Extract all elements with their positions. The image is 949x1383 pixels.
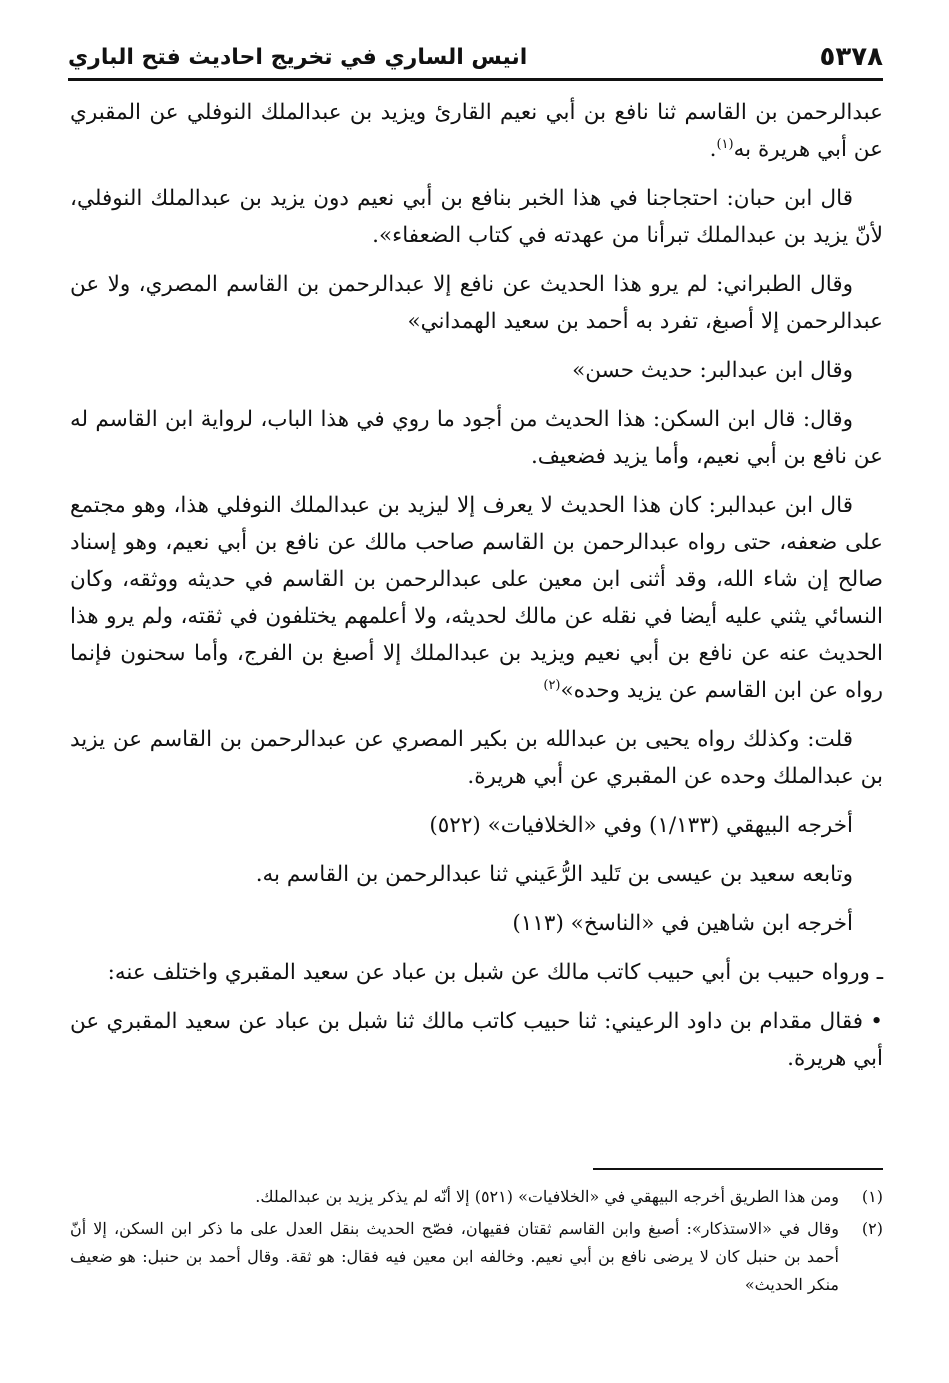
main-text bbox=[70, 94, 883, 1089]
footnote-separator bbox=[593, 1168, 883, 1170]
paragraph-bayhaqi-takhrij: أخرجه البيهقي (١/١٣٣) وفي «الخلافيات» (٥٢٢) bbox=[429, 813, 853, 838]
paragraph-ibn-abdulbarr-1: وقال ابن عبدالبر: حديث حسن» bbox=[572, 358, 853, 383]
paragraph-ibn-shahin-takhrij: أخرجه ابن شاهين في «الناسخ» (١١٣) bbox=[512, 911, 853, 936]
page-number: ٥٣٧٨ bbox=[819, 42, 883, 72]
footnote-text: ومن هذا الطريق أخرجه البيهقي في «الخلافيات» (٥٢١) إلا أنّه لم يذكر يزيد بن عبدالملك. bbox=[255, 1187, 839, 1206]
footnote-ref-1[interactable]: (١) bbox=[716, 136, 734, 152]
footnote-number: (٢) bbox=[861, 1219, 883, 1238]
paragraph-miqdam: • فقال مقدام بن داود الرعيني: ثنا حبيب كاتب مالك ثنا شبل بن عباد عن سعيد المقبري عن أبي هريرة. bbox=[70, 1009, 883, 1071]
footnote-number: (١) bbox=[861, 1187, 883, 1206]
footnote-1 bbox=[70, 1183, 883, 1211]
paragraph-habib-riwaya: ـ ورواه حبيب بن أبي حبيب كاتب مالك عن شبل بن عباد عن سعيد المقبري واختلف عنه: bbox=[107, 960, 883, 985]
paragraph-tabarani: وقال الطبراني: لم يرو هذا الحديث عن نافع إلا عبدالرحمن بن القاسم المصري، ولا عن عبدالرحمن إلا أصبغ، تفرد به أحمد بن سعيد الهمداني» bbox=[70, 272, 883, 334]
footnote-ref-2[interactable]: (٢) bbox=[543, 677, 561, 693]
paragraph-ibn-hibban: قال ابن حبان: احتجاجنا في هذا الخبر بنافع بن أبي نعيم دون يزيد بن عبدالملك النوفلي، لأنّ يزيد بن عبدالملك تبرأنا من عهدته في كتاب الضعفاء». bbox=[70, 186, 883, 248]
footnote-2 bbox=[70, 1215, 883, 1299]
paragraph-mutabaa: وتابعه سعيد بن عيسى بن تَليد الرُّعَيني ثنا عبدالرحمن بن القاسم به. bbox=[255, 862, 853, 887]
paragraph-isnad: عبدالرحمن بن القاسم ثنا نافع بن أبي نعيم القارئ ويزيد بن عبدالملك النوفلي عن المقبري عن أبي هريرة به$^{(١)}$. bbox=[70, 100, 883, 162]
paragraph-ibn-abdulbarr-2: قال ابن عبدالبر: كان هذا الحديث لا يعرف إلا ليزيد بن عبدالملك النوفلي هذا، وهو مجتمع على ضعفه، حتى رواه عبدالرحمن بن القاسم صاحب مالك عن نافع بن أبي نعيم، وهو إسناد صالح إن شاء الله، وقد أثنى ابن معين على عبدالرحمن بن القاسم في حديثه ووثقه، وكان النسائي يثني عليه أيضا في نقله عن مالك لحديثه، ولا أعلمهم يختلفون في ثقته، ولم يرو هذا الحديث عنه عن نافع بن أبي نعيم ويزيد بن عبدالملك إلا أصبغ بن الفرج، وأما سحنون فإنما رواه عن ابن القاسم عن يزيد وحده»$^{(٢)}$ bbox=[70, 493, 883, 703]
footnote-text: وقال في «الاستذكار»: أصبغ وابن القاسم ثقتان فقيهان، فصّح الحديث بنقل العدل على ما ذكر ابن السكن، إلا أنّ أحمد بن حنبل كان لا يرضى نافع بن أبي نعيم. وخالفه ابن معين فيه فقال: هو ثقة. وقال أحمد بن حنبل: هو ضعيف منكر الحديث» bbox=[70, 1219, 839, 1294]
footnotes-section bbox=[70, 1183, 883, 1303]
paragraph-qultu: قلت: وكذلك رواه يحيى بن عبدالله بن بكير المصري عن عبدالرحمن بن القاسم عن يزيد بن عبدالملك وحده عن المقبري عن أبي هريرة. bbox=[70, 727, 883, 789]
paragraph-ibn-sakan: وقال: قال ابن السكن: هذا الحديث من أجود ما روي في هذا الباب، لرواية ابن القاسم له عن نافع بن أبي نعيم، وأما يزيد فضعيف. bbox=[70, 407, 883, 469]
page-header bbox=[68, 40, 883, 81]
running-title: انيس الساري في تخريج احاديث فتح الباري bbox=[68, 45, 528, 70]
